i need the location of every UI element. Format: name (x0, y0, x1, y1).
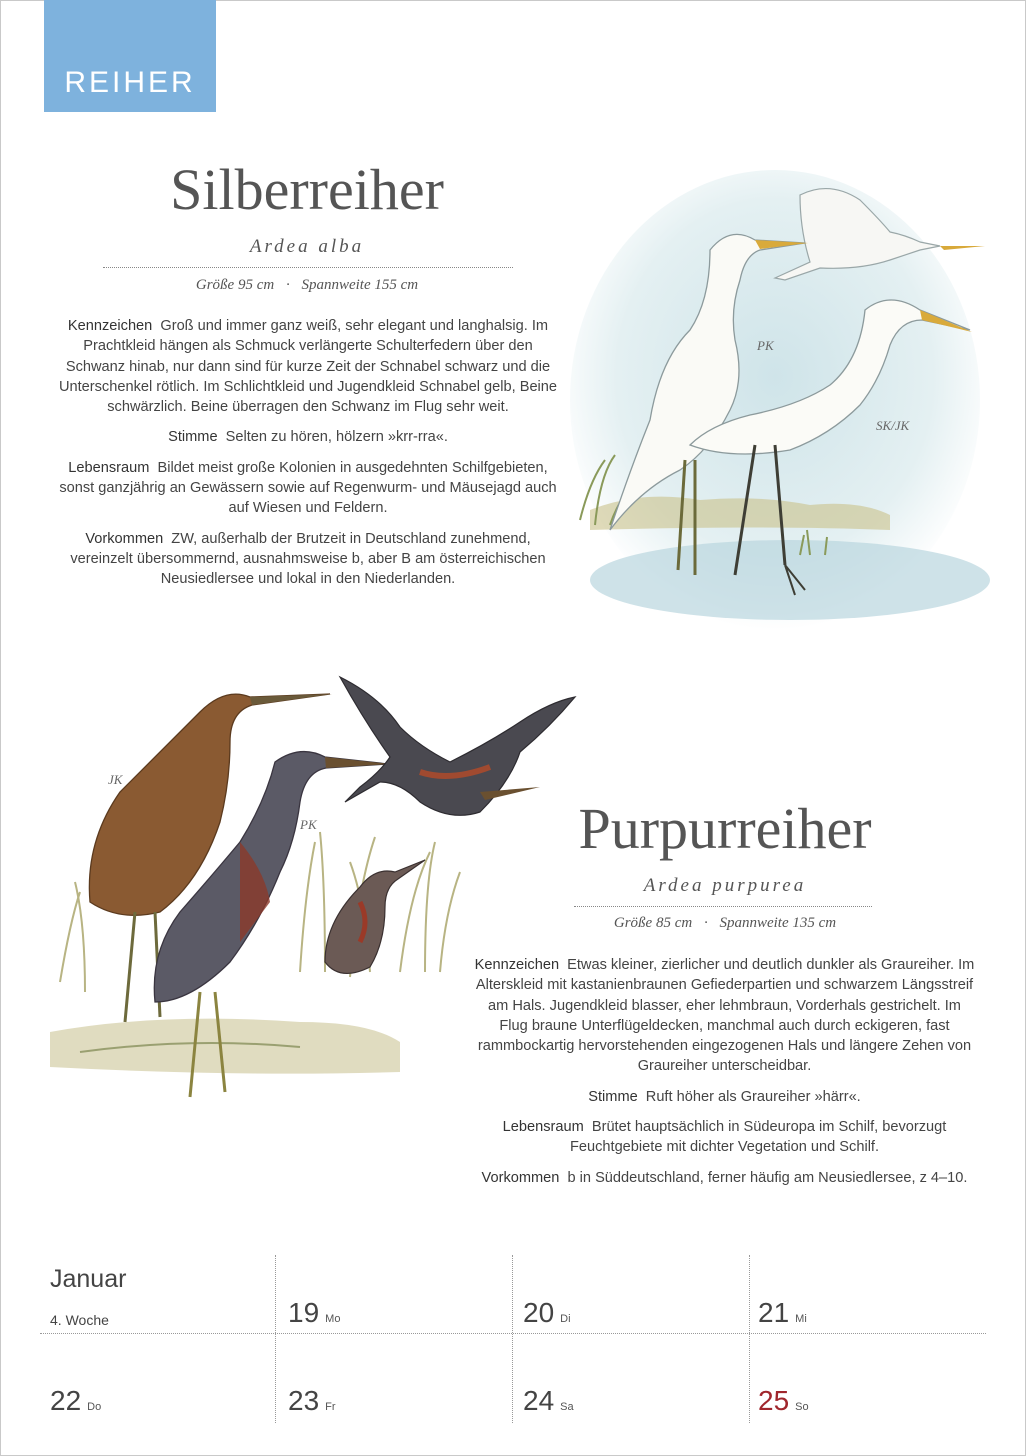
latin-name-2: Ardea purpurea (643, 875, 807, 896)
size-line (100, 277, 514, 294)
vorkommen-text: ZW, außerhalb der Brutzeit in Deutschland zunehmend, vereinzelt übersommernd, ausnahmsweise b, aber B am österreichischen Neusiedlersee und lokal in den Niederlanden. (70, 530, 546, 588)
weekday: Mo (325, 1313, 341, 1325)
divider-2 (574, 906, 872, 907)
calendar-column-line (749, 1255, 750, 1423)
vorkommen-label: Vorkommen (85, 530, 164, 547)
size-line-2 (520, 915, 930, 932)
wingspan-2: Spannweite 135 cm (719, 915, 837, 931)
size-2: Größe 85 cm (613, 915, 693, 931)
stimme-text: Selten zu hören, hölzern »krr-rra«. (225, 429, 448, 446)
latin-name: Ardea alba (249, 236, 365, 257)
caption-sk-jk: SK/JK (876, 418, 910, 433)
day-cell[interactable] (758, 1297, 807, 1329)
kennzeichen-label-2: Kennzeichen (474, 957, 560, 973)
day-cell[interactable] (288, 1297, 340, 1329)
wingspan: Spannweite 155 cm (301, 277, 419, 293)
stimme-paragraph (58, 427, 558, 447)
caption-pk: PK (757, 338, 774, 353)
kennzeichen-text: Groß und immer ganz weiß, sehr elegant und langhalsig. Im Prachtkleid hängen als Schmuck verlängerte Schulterfedern über den Schwanz hinab, nur dann sind für kurze Zeit der Schnabel schwarz und die Unterschenkel rötlich. Im Schlichtkleid und Jugendkleid Schnabel gelb, Beine schwärzlich. Beine überragen den Schwanz im Flug sehr weit. (58, 318, 558, 416)
kennzeichen-text-2: Etwas kleiner, zierlicher und deutlich dunkler als Graureiher. Im Alterskleid mit kastanienbraunen Gefiederpartien und schwarzem Längsstreif am Hals. Jugendkleid blasser, eher lehmbraun, Vorderhals gestrichelt. Im Flug braune Unterflügeldecken, manchmal auch durch eckigeren, fast rammbockartig hervorstehenden eingezogenen Hals und längere Zehen von Graureiher unterscheidbar. (475, 957, 975, 1075)
stimme-label: Stimme (168, 429, 218, 446)
stimme-label-2: Stimme (588, 1088, 638, 1105)
lebensraum-label-2: Lebensraum (502, 1119, 584, 1136)
lebensraum-text-2: Brütet hauptsächlich in Südeuropa im Schilf, bevorzugt Feuchtgebiete mit dichter Vegetation und Schilf. (569, 1119, 947, 1156)
kennzeichen-paragraph-2 (472, 955, 977, 1077)
day-number: 23 (288, 1385, 320, 1416)
week-label: 4. Woche (50, 1312, 109, 1328)
weekday: Fr (325, 1401, 336, 1413)
separator-2: · (703, 915, 708, 931)
vorkommen-label-2: Vorkommen (481, 1169, 560, 1186)
day-number: 25 (758, 1385, 790, 1416)
species-description (58, 316, 558, 600)
weekday: Sa (560, 1401, 574, 1413)
egret-illustration (560, 170, 1000, 640)
day-number: 20 (523, 1297, 555, 1328)
vorkommen-paragraph-2 (472, 1168, 977, 1188)
size: Größe 95 cm (195, 277, 275, 293)
section-tab: REIHER (44, 0, 216, 112)
month-label: Januar (50, 1265, 127, 1293)
calendar-column-line (512, 1255, 513, 1423)
weekday: So (795, 1401, 809, 1413)
kennzeichen-paragraph (58, 316, 558, 417)
vorkommen-paragraph (58, 529, 558, 590)
species-title: Silberreiher (170, 157, 444, 222)
lebensraum-paragraph (58, 458, 558, 519)
day-number: 22 (50, 1385, 82, 1416)
day-number: 24 (523, 1385, 555, 1416)
caption-pk-2: PK (300, 817, 317, 832)
stimme-text-2: Ruft höher als Graureiher »härr«. (645, 1088, 861, 1105)
day-cell[interactable] (523, 1297, 571, 1329)
calendar-divider (40, 1333, 986, 1334)
weekday: Mi (795, 1313, 807, 1325)
species-title-2: Purpurreiher (578, 796, 872, 861)
weekday: Di (560, 1313, 571, 1325)
day-number: 19 (288, 1297, 320, 1328)
species-description-2 (472, 955, 977, 1198)
week-calendar (40, 1255, 986, 1425)
stimme-paragraph-2 (472, 1087, 977, 1107)
day-cell[interactable] (523, 1385, 574, 1417)
day-cell-sunday[interactable] (758, 1385, 809, 1417)
calendar-column-line (275, 1255, 276, 1423)
kennzeichen-label: Kennzeichen (67, 318, 153, 334)
day-cell[interactable] (288, 1385, 336, 1417)
lebensraum-text: Bildet meist große Kolonien in ausgedehnten Schilfgebieten, sonst ganzjährig an Gewässern sowie auf Regenwurm- und Mäusejagd auch auf Wiesen und Feldern. (59, 459, 557, 517)
lebensraum-paragraph-2 (472, 1117, 977, 1158)
lebensraum-label: Lebensraum (68, 459, 150, 476)
divider (103, 267, 513, 268)
weekday: Do (87, 1401, 102, 1413)
day-number: 21 (758, 1297, 790, 1328)
separator: · (285, 277, 290, 293)
vorkommen-text-2: b in Süddeutschland, ferner häufig am Neusiedlersee, z 4–10. (567, 1169, 968, 1186)
day-cell[interactable] (50, 1385, 101, 1417)
caption-jk: JK (108, 772, 123, 787)
